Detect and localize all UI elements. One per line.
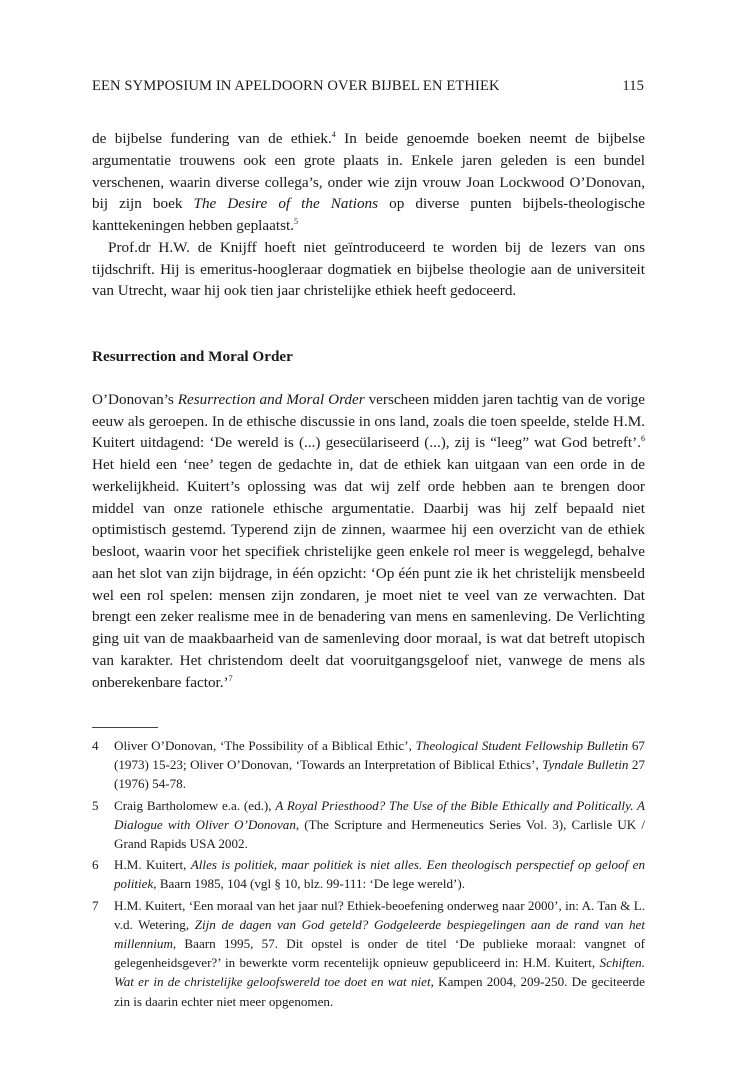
- footnote-ref[interactable]: 4: [331, 130, 336, 139]
- paragraph: O’Donovan’s Resurrection and Moral Order verscheen midden jaren tachtig van de vorige eeuw als geroepen. In de ethische discussie in ons land, zoals die toen speelde, stelde H.M. Kuitert uitdagend: ‘De wereld is (...) gesecülariseerd (...), zij is “leeg” wat God betreft’.$^6$ Het hield een ‘nee’ tegen de gedachte in, dat de ethiek kan uitgaan van een orde in de werkelijkheid. Kuitert’s oplossing was dat wij zelf orde hebben aan te brengen door middel van onze rationele ethische argumentatie. Daarbij was hij zelf bepaald niet optimistisch gestemd. Typerend zijn de zinnen, waarmee hij een overzicht van de ethiek besloot, waarin voor het specifiek christelijke geen enkele rol meer is weggelegd, behalve aan het slot van zijn bijdrage, in één opzicht: ‘Op één punt zie ik het christelijk mensbeeld wel een rol spelen: mensen zijn zondaren, je moet niet te veel van ze verwachten. Dat brengt een zeker realisme mee in de benadering van mens en samenleving. De Verlichting ging uit van de maakbaarheid van de samenleving door moraal, is wat dat betreft utopisch van karakter. Het christendom deelt dat vooruitgangsgeloof niet, vanwege de mens als onberekenbare factor.’$^7$: [92, 390, 646, 691]
- footnote-ref[interactable]: 7: [228, 673, 233, 683]
- paragraph: Prof.dr H.W. de Knijff hoeft niet geïntroduceerd te worden bij de lezers van ons tijdschrift. Hij is emeritus-hoogleraar dogmatiek en bijbelse theologie aan de universiteit van Utrecht, waar hij ook tien jaar christelijke ethiek heeft gedoceerd.: [92, 238, 645, 300]
- footnote-number: 5: [92, 797, 99, 813]
- footnote-ref[interactable]: 5: [294, 217, 299, 226]
- page-number: 115: [622, 78, 644, 94]
- footnotes: [92, 736, 645, 1013]
- footnote-number: 4: [92, 738, 99, 753]
- running-head: [92, 78, 644, 95]
- footnote-ref[interactable]: 6: [641, 434, 645, 444]
- footnote-text: H.M. Kuitert, ‘Een moraal van het jaar nul? Ethiek-beoefening onderweg naar 2000’, in: A. Tan & L. v.d. Wetering, Zijn de dagen van God geteld? Godgeleerde bespiegelingen aan de rand van het millennium, Baarn 1995, 57. Dit opstel is onder de titel ‘De publieke moraal: vangnet of gelegenheidsgever?’ in bewerkte vorm recentelijk opnieuw gepubliceerd in: H.M. Kuitert, Schiften. Wat er in de christelijke geloofswereld toe doet en wat niet, Kampen 2004, 209-250. De geciteerde zin is daarin echter niet meer opgenomen.: [114, 897, 645, 1009]
- footnote-number: 7: [92, 897, 99, 913]
- footnote-text: H.M. Kuitert, Alles is politiek, maar politiek is niet alles. Een theologisch perspectief op geloof en politiek, Baarn 1985, 104 (vgl § 10, blz. 99-111: ‘De lege wereld’).: [114, 857, 645, 892]
- footnote-text: Oliver O’Donovan, ‘The Possibility of a Biblical Ethic’, Theological Student Fellowship Bulletin 67 (1973) 15-23; Oliver O’Donovan, ‘Towards an Interpretation of Biblical Ethics’, Tyndale Bulletin 27 (1976) 54-78.: [114, 738, 645, 792]
- footnote: [92, 736, 645, 794]
- paragraph: de bijbelse fundering van de ethiek.$^4$ In beide genoemde boeken neemt de bijbelse argumentatie trouwens ook een grote plaats in. Enkele jaren geleden is een bundel verschenen, waarin diverse collega’s, onder wie zijn vrouw Joan Lockwood O’Donovan, bij zijn boek The Desire of the Nations op diverse punten bijbels-theologische kanttekeningen hebben geplaatst.$^5$: [92, 130, 645, 234]
- footnote: [92, 796, 645, 854]
- section-heading: Resurrection and Moral Order: [92, 348, 293, 365]
- running-title: EEN SYMPOSIUM IN APELDOORN OVER BIJBEL EN ETHIEK: [92, 78, 500, 94]
- footnote-divider: [92, 727, 158, 728]
- footnote: [92, 896, 645, 1011]
- footnote-number: 6: [92, 857, 99, 873]
- footnote-text: Craig Bartholomew e.a. (ed.), A Royal Priesthood? The Use of the Bible Ethically and Politically. A Dialogue with Oliver O’Donovan, (The Scripture and Hermeneutics Series Vol. 3), Carlisle UK / Grand Rapids USA 2002.: [114, 797, 645, 852]
- body-text: [92, 128, 645, 693]
- footnote: [92, 855, 645, 893]
